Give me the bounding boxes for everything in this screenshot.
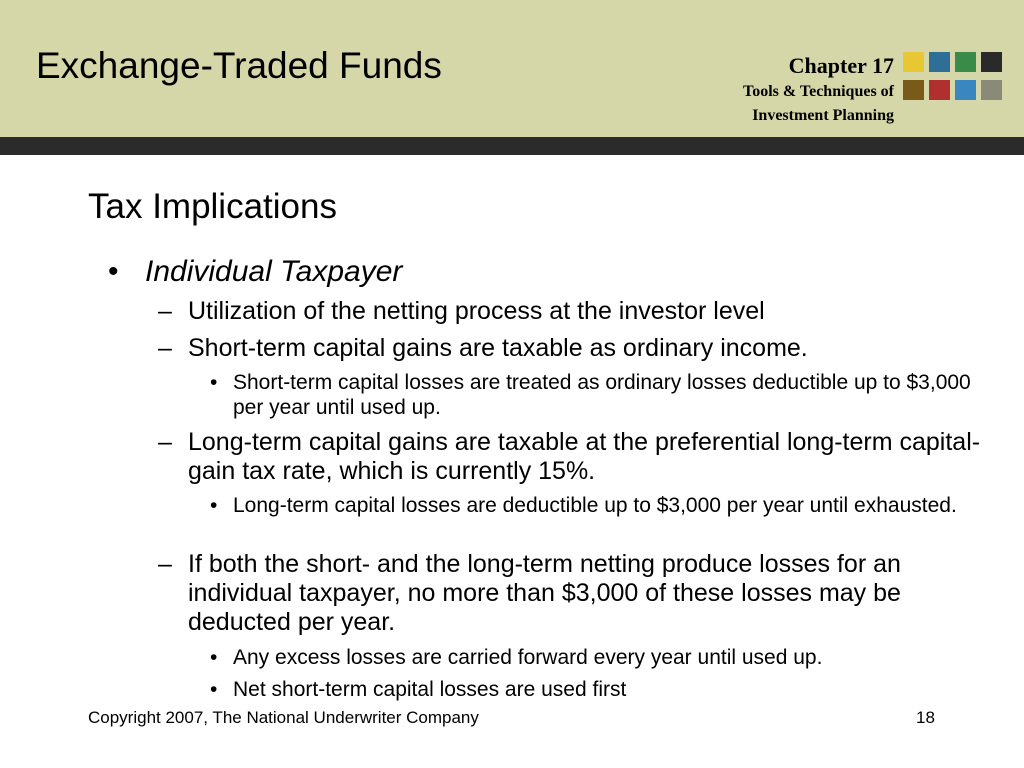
bullet-marker: • bbox=[210, 371, 218, 394]
square-2 bbox=[929, 52, 950, 72]
book-title-line-2: Investment Planning bbox=[752, 107, 894, 124]
chapter-label: Chapter 17 bbox=[788, 53, 894, 78]
footer-copyright: Copyright 2007, The National Underwriter Company bbox=[88, 708, 479, 727]
bullet-marker: • bbox=[210, 494, 218, 517]
square-1 bbox=[903, 52, 924, 72]
list-item-text: Utilization of the netting process at the investor level bbox=[188, 297, 765, 325]
bullet-marker: • bbox=[210, 678, 218, 701]
bullet-marker: • bbox=[210, 646, 218, 669]
book-title-line-1: Tools & Techniques of bbox=[742, 83, 894, 100]
bullet-marker: • bbox=[108, 255, 119, 288]
chapter-info bbox=[743, 52, 894, 128]
square-6 bbox=[929, 80, 950, 100]
dash-marker: – bbox=[158, 550, 172, 578]
square-3 bbox=[955, 52, 976, 72]
decorative-squares bbox=[900, 52, 1006, 104]
dash-marker: – bbox=[158, 428, 172, 456]
page-number: 18 bbox=[916, 708, 935, 727]
header-divider-bar bbox=[0, 137, 1024, 155]
sub-list-item-text: Long-term capital losses are deductible up to $3,000 per year until exhausted. bbox=[233, 494, 957, 517]
list-item-text: Long-term capital gains are taxable at the preferential long-term capital-gain tax rate, which is currently 15%. bbox=[188, 428, 981, 485]
sub-list-item-text: Any excess losses are carried forward every year until used up. bbox=[233, 646, 823, 669]
square-5 bbox=[903, 80, 924, 100]
sub-list-item-text: Net short-term capital losses are used first bbox=[233, 678, 627, 701]
square-7 bbox=[955, 80, 976, 100]
square-8 bbox=[981, 80, 1002, 100]
list-item-text: Short-term capital gains are taxable as ordinary income. bbox=[188, 334, 808, 362]
dash-marker: – bbox=[158, 334, 172, 362]
sub-list-item-text: Short-term capital losses are treated as ordinary losses deductible up to $3,000 per year until used up. bbox=[233, 371, 971, 419]
square-4 bbox=[981, 52, 1002, 72]
list-item-text: If both the short- and the long-term netting produce losses for an individual taxpayer, no more than $3,000 of these losses may be deducted per year. bbox=[188, 550, 901, 636]
section-title: Tax Implications bbox=[88, 187, 337, 226]
dash-marker: – bbox=[158, 297, 172, 325]
bullet-text: Individual Taxpayer bbox=[145, 255, 403, 288]
slide-title: Exchange-Traded Funds bbox=[36, 45, 442, 86]
